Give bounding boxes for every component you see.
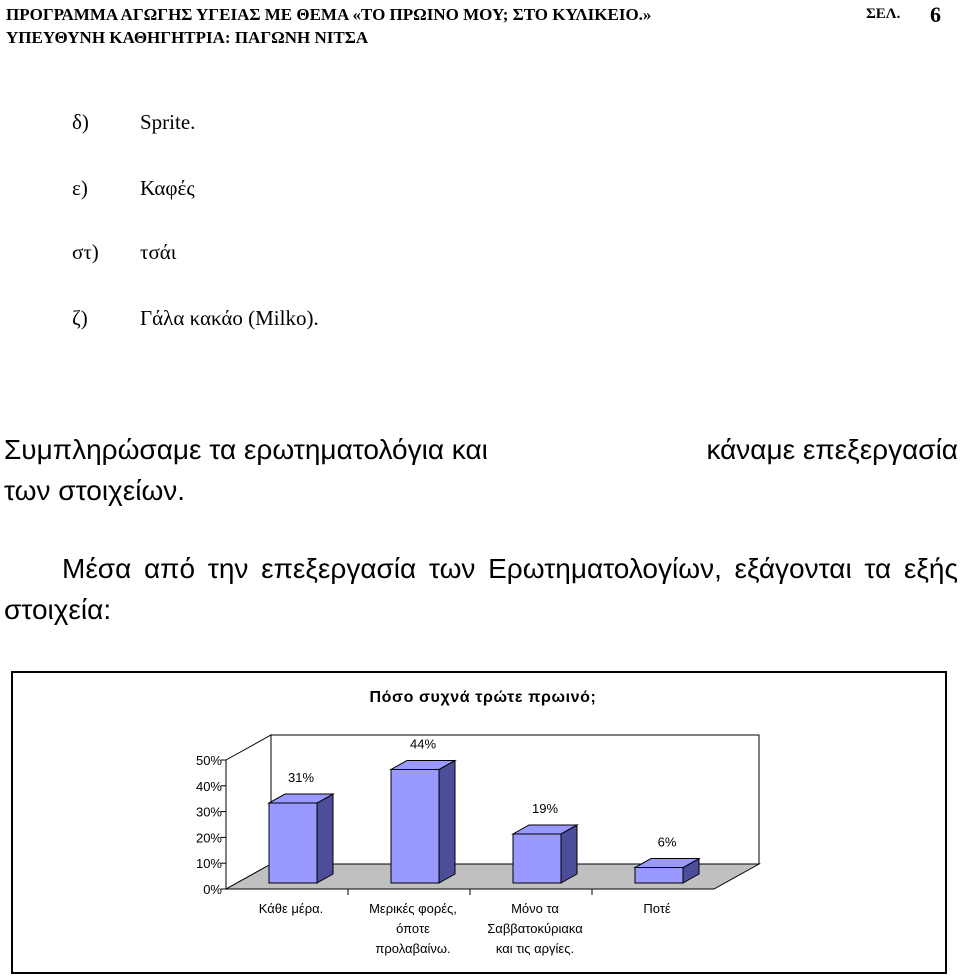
paragraph-text: των στοιχείων. <box>4 475 186 506</box>
data-label: 44% <box>409 736 437 752</box>
option-letter: στ) <box>72 240 99 264</box>
category-label: και τις αργίες. <box>495 941 575 956</box>
option-letter: δ) <box>72 110 89 134</box>
bar-side <box>317 794 333 883</box>
category-label: όποτε <box>396 921 430 936</box>
category-label: Μόνο τα <box>511 901 559 916</box>
category-label: προλαβαίνω. <box>375 941 451 956</box>
option-text: Καφές <box>140 176 195 200</box>
category-label: Σαββατοκύριακα <box>487 921 583 936</box>
category-label: Κάθε μέρα. <box>258 901 324 916</box>
y-tick-label: 0% <box>203 882 222 897</box>
breakfast-frequency-chart <box>11 671 947 974</box>
chart-title: Πόσο συχνά τρώτε πρωινό; <box>369 689 597 706</box>
y-tick-label: 20% <box>195 830 222 846</box>
responsible-teacher: ΥΠΕΥΘΥΝΗ ΚΑΘΗΓΗΤΡΙΑ: ΠΑΓΩΝΗ ΝΙΤΣΑ <box>6 28 369 47</box>
data-label: 6% <box>657 834 677 850</box>
chart-canvas <box>13 673 945 972</box>
y-tick-label: 40% <box>195 778 222 794</box>
option-text: Γάλα κακάο (Milko). <box>140 306 319 330</box>
data-label: 19% <box>531 800 559 816</box>
bar <box>513 834 561 883</box>
page-number: 6 <box>930 2 941 27</box>
bar <box>269 803 317 883</box>
chart-side-wall <box>226 735 271 889</box>
bar <box>391 769 439 883</box>
category-label: Μερικές φορές, <box>369 901 457 916</box>
paragraph-results-intro: Μέσα από την επεξεργασία των Ερωτηματολογίων, εξάγονται τα εξής στοιχεία: <box>4 553 958 625</box>
y-tick-label: 30% <box>195 804 222 820</box>
page-label: ΣΕΛ. <box>866 6 901 22</box>
y-tick-label: 50% <box>195 753 222 768</box>
y-tick-label: 10% <box>195 856 222 872</box>
paragraph-text: κάναμε επεξεργασία <box>706 434 958 465</box>
bar-side <box>561 825 577 883</box>
document-title: ΠΡΟΓΡΑΜΜΑ ΑΓΩΓΗΣ ΥΓΕΙΑΣ ΜΕ ΘΕΜΑ «ΤΟ ΠΡΩΙΝΟ ΜΟΥ; ΣΤΟ ΚΥΛΙΚΕΙΟ.» <box>6 5 652 24</box>
paragraph-text: Συμπληρώσαμε τα ερωτηματολόγια και <box>4 434 488 465</box>
bar-side <box>439 760 455 883</box>
category-label: Ποτέ <box>643 901 671 916</box>
option-text: Sprite. <box>140 110 196 134</box>
option-letter: ε) <box>72 176 88 200</box>
paragraph-questionnaires <box>4 429 958 511</box>
option-letter: ζ) <box>72 306 88 330</box>
data-label: 31% <box>287 770 315 786</box>
option-text: τσάι <box>140 240 177 264</box>
bar <box>635 868 683 883</box>
